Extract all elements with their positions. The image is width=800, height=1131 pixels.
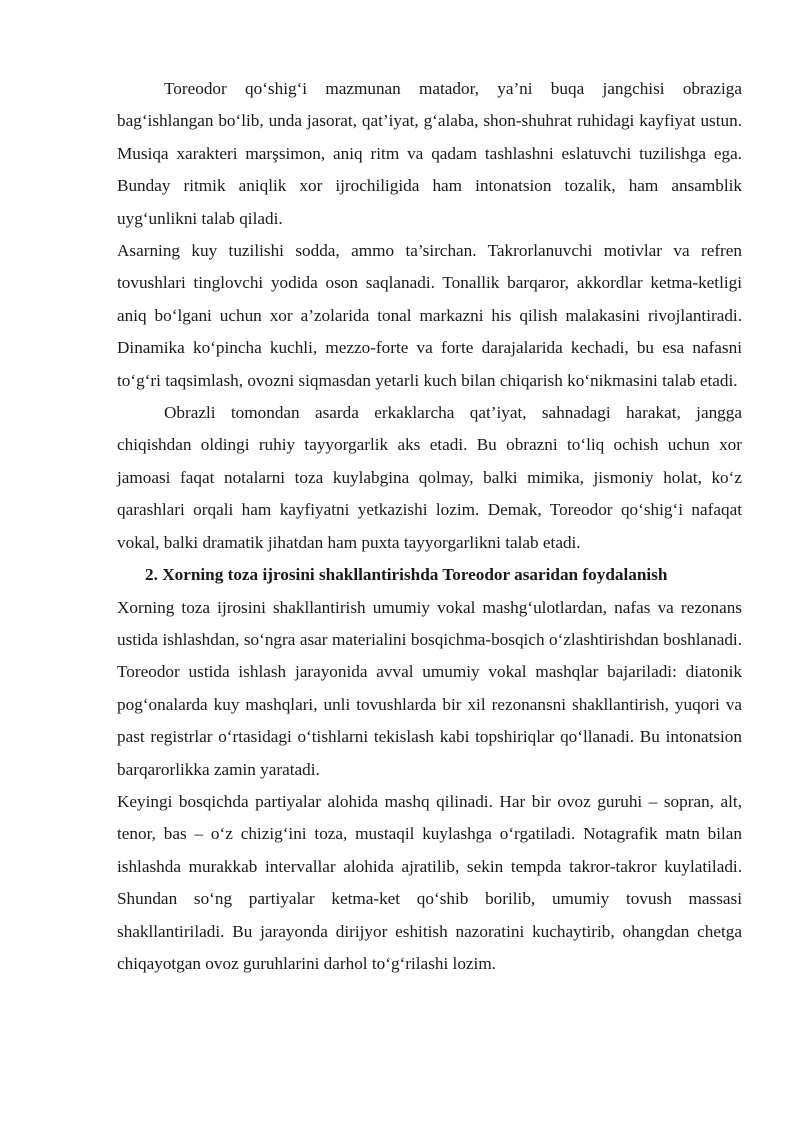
paragraph-imagery: Obrazli tomondan asarda erkaklarcha qat’iyat, sahnadagi harakat, jangga chiqishdan oldingi ruhiy tayyorgarlik aks etadi. Bu obrazni to‘liq ochish uchun xor jamoasi faqat notalarni toza kuylabgina qolmay, balki mimika, jismoniy holat, ko‘z qarashlari orqali ham kayfiyatni yetkazishi lozim. Demak, Toreodor qo‘shig‘i nafaqat vokal, balki dramatik jihatdan ham puxta tayyorgarlikni talab etadi. (117, 403, 742, 552)
paragraph-vocal-exercises: Xorning toza ijrosini shakllantirish umumiy vokal mashg‘ulotlardan, nafas va rezonans ustida ishlashdan, so‘ngra asar materialini bosqichma-bosqich o‘zlashtirishdan boshlanadi. Toreodor ustida ishlash jarayonida avval umumiy vokal mashqlar bajariladi: diatonik pog‘onalarda kuy mashqlari, unli tovushlarda bir xil rezonansni shakllantirish, yuqori va past registrlar o‘rtasidagi o‘tishlarni tekislash kabi topshiriqlar qo‘llanadi. Bu intonatsion barqarorlikka zamin yaratadi. (117, 597, 742, 779)
paragraph-melody-structure: Asarning kuy tuzilishi sodda, ammo ta’sirchan. Takrorlanuvchi motivlar va refren tovushlari tinglovchi yodida oson saqlanadi. Tonallik barqaror, akkordlar ketma-ketligi aniq bo‘lgani uchun xor a’zolarida tonal markazni his qilish malakasini rivojlantiradi. Dinamika ko‘pincha kuchli, mezzo-forte va forte darajalarida kechadi, bu esa nafasni to‘g‘ri taqsimlash, ovozni siqmasdan yetarli kuch bilan chiqarish ko‘nikmasini talab etadi. (117, 241, 742, 390)
document-page (117, 73, 742, 980)
paragraph-part-rehearsal: Keyingi bosqichda partiyalar alohida mashq qilinadi. Har bir ovoz guruhi – sopran, alt, tenor, bas – o‘z chizig‘ini toza, mustaqil kuylashga o‘rgatiladi. Notagrafik matn bilan ishlashda murakkab intervallar alohida ajratilib, sekin tempda takror-takror kuylatiladi. Shundan so‘ng partiyalar ketma-ket qo‘shib borilib, umumiy tovush massasi shakllantiriladi. Bu jarayonda dirijyor eshitish nazoratini kuchaytirib, ohangdan chetga chiqayotgan ovoz guruhlarini darhol to‘g‘rilashi lozim. (117, 791, 742, 973)
paragraph-toreodor-character: Toreodor qo‘shig‘i mazmunan matador, ya’ni buqa jangchisi obraziga bag‘ishlangan bo‘lib, unda jasorat, qat’iyat, g‘alaba, shon-shuhrat ruhidagi kayfiyat ustun. Musiqa xarakteri marşsimon, aniq ritm va qadam tashlashni eslatuvchi tuzilishga ega. Bunday ritmik aniqlik xor ijrochiligida ham intonatsion tozalik, ham ansamblik uyg‘unlikni talab qiladi. (117, 79, 742, 228)
section-heading: 2. Xorning toza ijrosini shakllantirishda Toreodor asaridan foydalanish (145, 565, 668, 585)
